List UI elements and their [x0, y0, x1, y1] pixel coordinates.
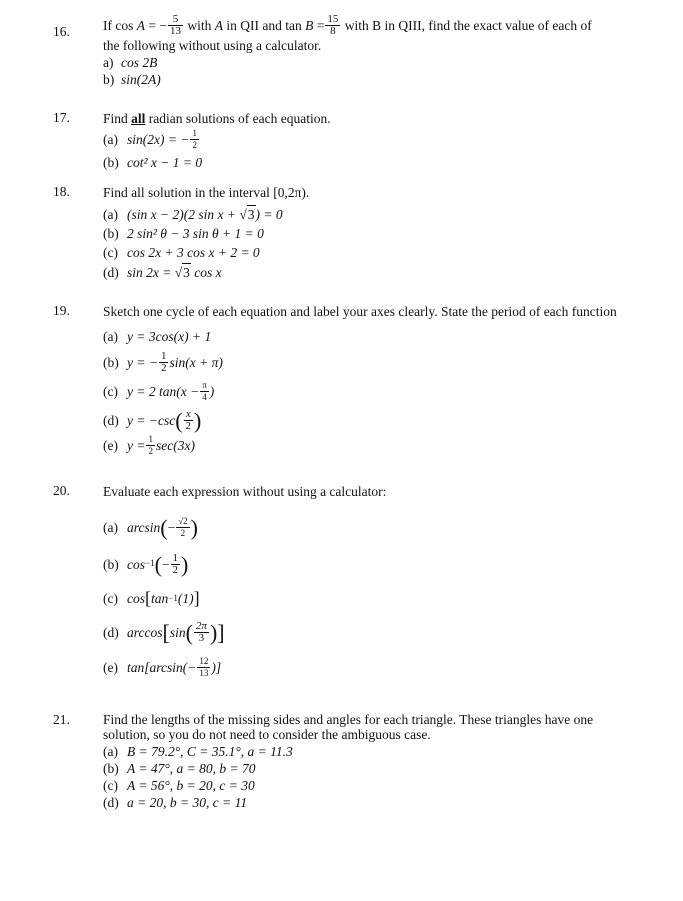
problem-body — [103, 184, 643, 281]
part-a: a) cos 2B — [103, 55, 158, 70]
part-b: b) sin(2A) — [103, 72, 161, 87]
problem-number: 19. — [53, 303, 70, 318]
part-b: (b) 2 sin² θ − 3 sin θ + 1 = 0 — [103, 226, 264, 241]
part-b: (b) A = 47°, a = 80, b = 70 — [103, 761, 256, 776]
problem-number: 20. — [53, 483, 70, 498]
part-a: (a) sin(2x) = − $\frac{1}{2}$ — [103, 128, 197, 150]
part-c: (c) cos [ tan −1 (1) ] — [103, 588, 200, 608]
problem-number: 21. — [53, 712, 70, 727]
problem-statement: Sketch one cycle of each equation and label your axes clearly. State the period of each function — [103, 304, 617, 319]
problem-body — [103, 110, 643, 171]
problem-body — [103, 712, 633, 811]
fraction: $\frac{15}{8}$ — [327, 13, 339, 37]
part-d: (d) sin 2x = √ 3 cos x — [103, 264, 222, 280]
part-b: (b) cos −1 ( − $\frac{1}{2}$ ) — [103, 552, 189, 577]
part-b: (b) cot² x − 1 = 0 — [103, 155, 203, 170]
part-d: (d) arccos [ sin ( $\frac{2\pi}{3}$ ) ] — [103, 620, 225, 645]
part-c: (c) y = 2 tan(x − $\frac{\pi}{4}$ ) — [103, 380, 215, 402]
fraction: $\frac{5}{13}$ — [169, 13, 181, 37]
part-a: (a) (sin x − 2)(2 sin x + √ 3 ) = 0 — [103, 206, 283, 222]
part-c: (c) cos 2x + 3 cos x + 2 = 0 — [103, 245, 260, 260]
part-d: (d) a = 20, b = 30, c = 11 — [103, 795, 248, 810]
problem-statement: Find the lengths of the missing sides and angles for each triangle. These triangles have one solution, so you do not need to consider the ambiguous case. — [103, 712, 594, 742]
problem-statement: Find all solution in the interval [0,2π). — [103, 185, 310, 200]
problem-body — [103, 483, 643, 679]
problem-statement-line-1: If cos A = − $\frac{5}{13}$ with A in QII and tan B = $\frac{15}{8}$ with B in QIII, find the exact value of each of — [103, 13, 592, 37]
problem-number: 16. — [53, 24, 70, 39]
part-c: (c) A = 56°, b = 20, c = 30 — [103, 778, 255, 793]
part-e: (e) y = $\frac{1}{2}$ sec(3x) — [103, 434, 195, 456]
problem-number: 18. — [53, 184, 70, 199]
part-a: (a) arcsin ( − $\frac{√2}{2}$ ) — [103, 515, 198, 540]
problem-statement: Find all radian solutions of each equation. — [103, 111, 331, 126]
problem-number: 17. — [53, 110, 70, 125]
part-d: (d) y = −csc ( $\frac{x}{2}$ ) — [103, 408, 202, 433]
part-e: (e) tan[arcsin(− $\frac{12}{13}$ )] — [103, 656, 222, 678]
problem-statement-line-2: the following without using a calculator. — [103, 38, 322, 53]
problem-body — [103, 303, 683, 457]
part-b: (b) y = − $\frac{1}{2}$ sin(x + π) — [103, 350, 223, 374]
problem-body — [103, 14, 643, 88]
part-a: (a) y = 3cos(x) + 1 — [103, 329, 212, 344]
problem-statement: Evaluate each expression without using a calculator: — [103, 484, 387, 499]
part-a: (a) B = 79.2°, C = 35.1°, a = 11.3 — [103, 744, 293, 759]
